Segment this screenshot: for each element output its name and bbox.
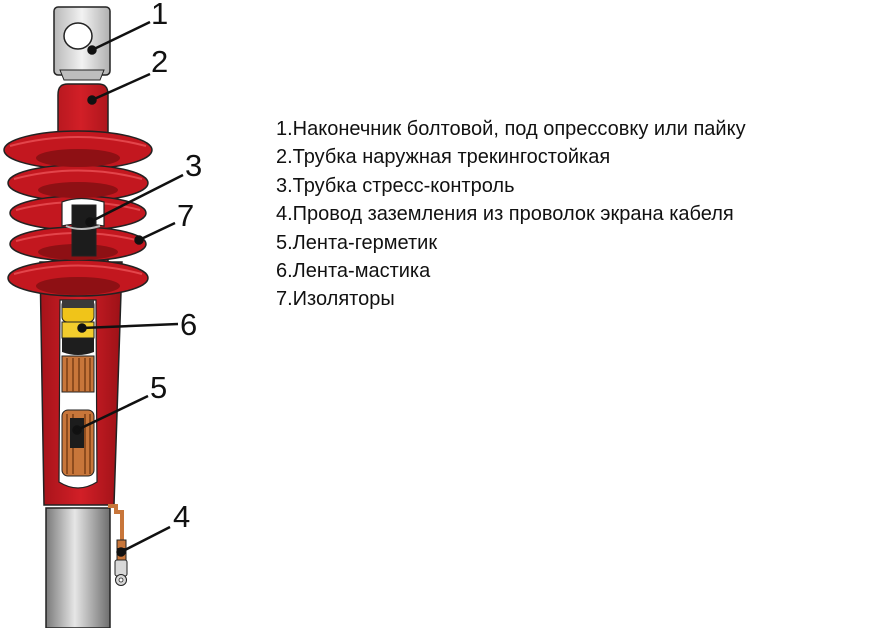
callout-number-5: 5: [150, 370, 168, 405]
legend-item: 5.Лента-герметик: [276, 231, 438, 254]
terminal-lug: [54, 7, 110, 80]
callout-number-6: 6: [180, 307, 198, 342]
callout-number-1: 1: [151, 0, 169, 31]
legend-item: 1.Наконечник болтовой, под опрессовку или пайку: [276, 118, 746, 140]
cable-jacket: [46, 508, 110, 628]
legend-item: 2.Трубка наружная трекингостойкая: [276, 146, 611, 169]
legend-item: 3.Трубка стресс-контроль: [276, 174, 515, 197]
callout-number-3: 3: [185, 148, 203, 183]
screen-wires-upper: [62, 356, 94, 392]
callout-number-7: 7: [177, 198, 195, 233]
sealant-tape: [62, 410, 94, 476]
callout-number-4: 4: [173, 499, 191, 534]
legend-list: [276, 115, 746, 314]
earth-wire: [108, 506, 127, 586]
leader-line-4: [121, 527, 170, 552]
callout-number-2: 2: [151, 44, 169, 79]
legend-item: 4.Провод заземления из проволок экрана кабеля: [276, 203, 734, 226]
legend-item: 6.Лента-мастика: [276, 260, 431, 283]
legend-item: 7.Изоляторы: [276, 288, 395, 311]
leader-line-7: [139, 223, 175, 240]
